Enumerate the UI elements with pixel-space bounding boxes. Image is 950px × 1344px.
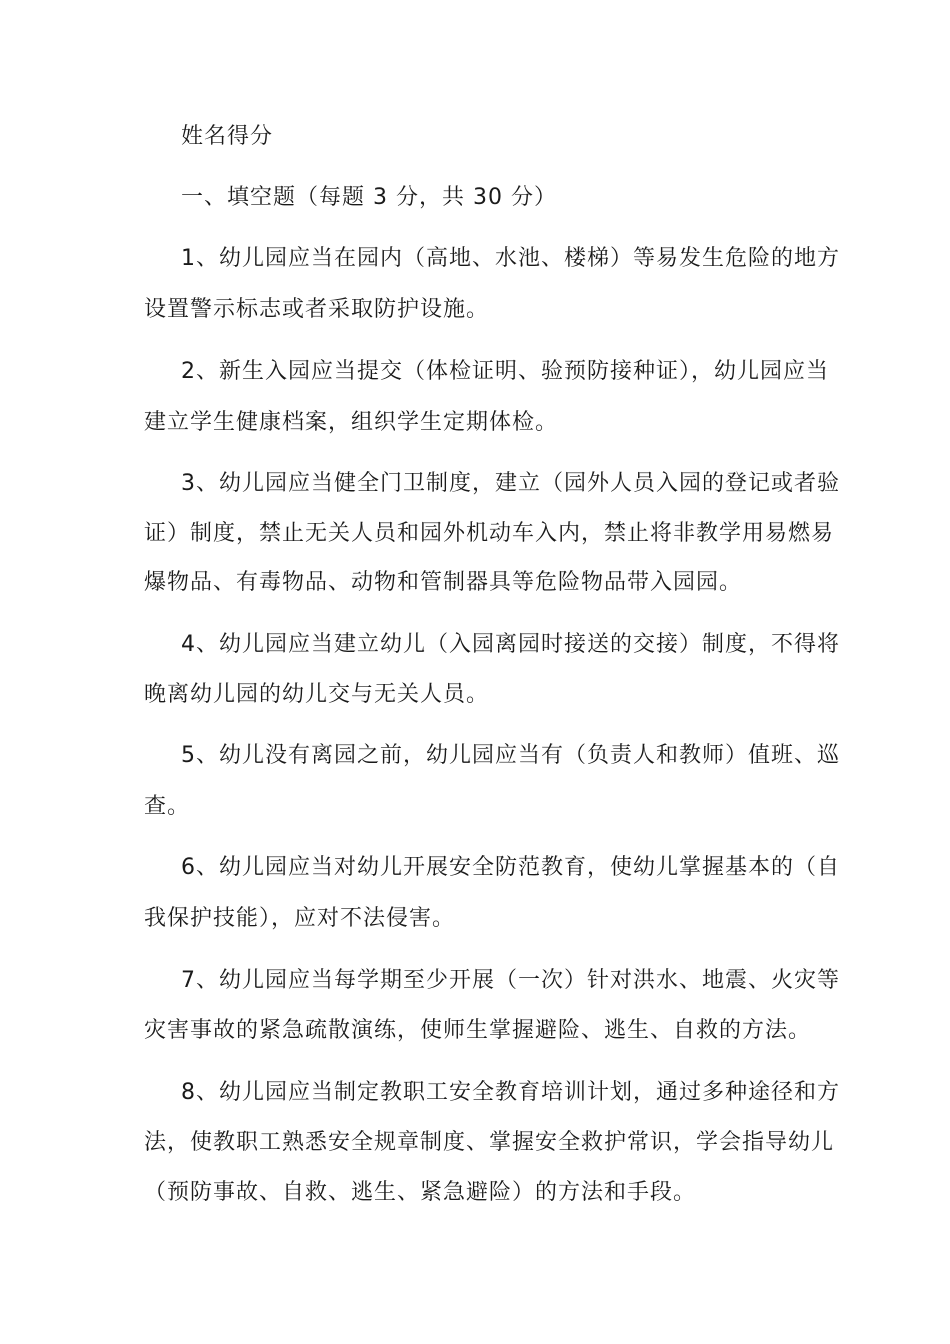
question-1-line-2: 设置警示标志或者采取防护设施。 [144, 297, 490, 322]
question-3-line-3: 爆物品、有毒物品、动物和管制器具等危险物品带入园园。 [144, 570, 743, 595]
question-6-line-2: 我保护技能），应对不法侵害。 [144, 906, 456, 931]
question-5-line-1: 5、幼儿没有离园之前，幼儿园应当有（负责人和教师）值班、巡 [181, 743, 840, 768]
question-5-line-2: 查。 [144, 794, 191, 819]
question-4-line-2: 晚离幼儿园的幼儿交与无关人员。 [144, 682, 490, 707]
question-7-line-1: 7、幼儿园应当每学期至少开展（一次）针对洪水、地震、火灾等 [181, 968, 840, 993]
question-1-line-1: 1、幼儿园应当在园内（高地、水池、楼梯）等易发生危险的地方 [181, 246, 840, 271]
question-8-line-2: 法，使教职工熟悉安全规章制度、掌握安全救护常识，学会指导幼儿 [144, 1130, 835, 1155]
section-title: 一、填空题（每题 3 分，共 30 分） [181, 185, 557, 210]
question-3-line-2: 证）制度，禁止无关人员和园外机动车入内，禁止将非教学用易燃易 [144, 521, 835, 546]
question-7-line-2: 灾害事故的紧急疏散演练，使师生掌握避险、逃生、自救的方法。 [144, 1018, 812, 1043]
question-8-line-1: 8、幼儿园应当制定教职工安全教育培训计划，通过多种途径和方 [181, 1080, 840, 1105]
question-4-line-1: 4、幼儿园应当建立幼儿（入园离园时接送的交接）制度，不得将 [181, 632, 840, 657]
question-2-line-2: 建立学生健康档案，组织学生定期体检。 [144, 410, 559, 435]
question-3-line-1: 3、幼儿园应当健全门卫制度，建立（园外人员入园的登记或者验 [181, 471, 840, 496]
question-8-line-3: （预防事故、自救、逃生、紧急避险）的方法和手段。 [144, 1180, 697, 1205]
question-6-line-1: 6、幼儿园应当对幼儿开展安全防范教育，使幼儿掌握基本的（自 [181, 855, 840, 880]
question-2-line-1: 2、新生入园应当提交（体检证明、验预防接种证），幼儿园应当 [181, 359, 829, 384]
name-score-label: 姓名得分 [181, 124, 274, 149]
